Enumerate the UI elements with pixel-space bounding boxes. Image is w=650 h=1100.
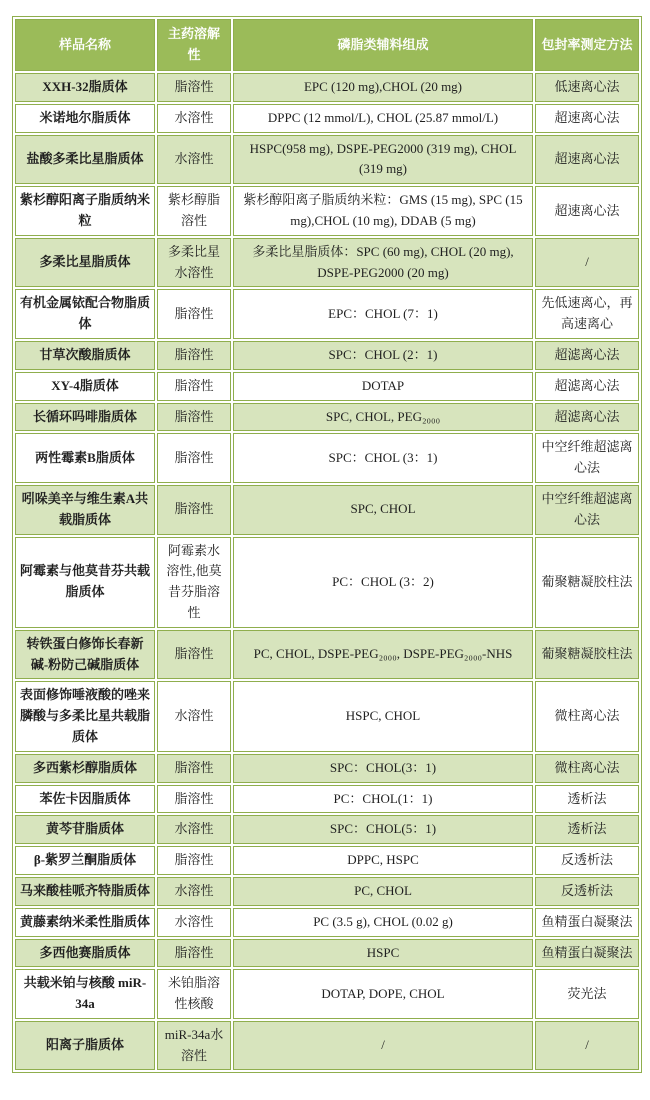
method-cell: 反透析法: [535, 846, 639, 875]
solubility-cell: 米铂脂溶性核酸: [157, 969, 231, 1019]
table-row: [15, 135, 639, 185]
table-row: [15, 681, 639, 751]
method-cell: 超速离心法: [535, 104, 639, 133]
composition-cell: SPC：CHOL (2：1): [233, 341, 533, 370]
composition-cell: SPC：CHOL(3：1): [233, 754, 533, 783]
table-row: [15, 908, 639, 937]
table-row: [15, 104, 639, 133]
composition-cell: PC, CHOL: [233, 877, 533, 906]
method-cell: 葡聚糖凝胶柱法: [535, 537, 639, 628]
sample-name-cell: β-紫罗兰酮脂质体: [15, 846, 155, 875]
sample-name-cell: 紫杉醇阳离子脂质纳米粒: [15, 186, 155, 236]
solubility-cell: 脂溶性: [157, 73, 231, 102]
composition-cell: SPC：CHOL (3：1): [233, 433, 533, 483]
sample-name-cell: 黄芩苷脂质体: [15, 815, 155, 844]
sample-name-cell: 吲哚美辛与维生素A共载脂质体: [15, 485, 155, 535]
solubility-cell: 脂溶性: [157, 289, 231, 339]
method-cell: /: [535, 238, 639, 288]
table-row: [15, 630, 639, 680]
table-row: [15, 372, 639, 401]
sample-name-cell: XXH-32脂质体: [15, 73, 155, 102]
sample-name-cell: 长循环吗啡脂质体: [15, 403, 155, 432]
method-cell: 中空纤维超滤离心法: [535, 485, 639, 535]
method-cell: 超速离心法: [535, 186, 639, 236]
sample-name-cell: 有机金属铱配合物脂质体: [15, 289, 155, 339]
sample-name-cell: 两性霉素B脂质体: [15, 433, 155, 483]
solubility-cell: 紫杉醇脂溶性: [157, 186, 231, 236]
solubility-cell: 阿霉素水溶性,他莫昔芬脂溶性: [157, 537, 231, 628]
composition-cell: EPC：CHOL (7：1): [233, 289, 533, 339]
composition-cell: HSPC(958 mg), DSPE-PEG2000 (319 mg), CHOL (319 mg): [233, 135, 533, 185]
table-row: [15, 939, 639, 968]
method-cell: 低速离心法: [535, 73, 639, 102]
method-cell: 透析法: [535, 815, 639, 844]
sample-name-cell: 黄藤素纳米柔性脂质体: [15, 908, 155, 937]
solubility-cell: 水溶性: [157, 815, 231, 844]
method-cell: /: [535, 1021, 639, 1071]
solubility-cell: 脂溶性: [157, 630, 231, 680]
solubility-cell: 脂溶性: [157, 846, 231, 875]
table-row: [15, 433, 639, 483]
sample-name-cell: 阳离子脂质体: [15, 1021, 155, 1071]
table-row: [15, 846, 639, 875]
composition-cell: DPPC, HSPC: [233, 846, 533, 875]
sample-name-cell: 多西紫杉醇脂质体: [15, 754, 155, 783]
solubility-cell: 脂溶性: [157, 485, 231, 535]
solubility-cell: miR-34a水溶性: [157, 1021, 231, 1071]
sample-name-cell: 甘草次酸脂质体: [15, 341, 155, 370]
col-header-composition: 磷脂类辅料组成: [233, 19, 533, 71]
method-cell: 先低速离心，再高速离心: [535, 289, 639, 339]
header-row: [15, 19, 639, 71]
method-cell: 鱼精蛋白凝聚法: [535, 939, 639, 968]
solubility-cell: 脂溶性: [157, 939, 231, 968]
solubility-cell: 多柔比星水溶性: [157, 238, 231, 288]
method-cell: 超速离心法: [535, 135, 639, 185]
composition-cell: EPC (120 mg),CHOL (20 mg): [233, 73, 533, 102]
solubility-cell: 脂溶性: [157, 403, 231, 432]
method-cell: 超滤离心法: [535, 372, 639, 401]
composition-cell: PC (3.5 g), CHOL (0.02 g): [233, 908, 533, 937]
col-header-solubility: 主药溶解性: [157, 19, 231, 71]
sample-name-cell: 阿霉素与他莫昔芬共载脂质体: [15, 537, 155, 628]
composition-cell: HSPC, CHOL: [233, 681, 533, 751]
col-header-sample-name: 样品名称: [15, 19, 155, 71]
composition-cell: HSPC: [233, 939, 533, 968]
composition-cell: PC：CHOL (3：2): [233, 537, 533, 628]
solubility-cell: 脂溶性: [157, 433, 231, 483]
table-row: [15, 877, 639, 906]
composition-cell: DPPC (12 mmol/L), CHOL (25.87 mmol/L): [233, 104, 533, 133]
table-row: [15, 754, 639, 783]
sample-name-cell: 盐酸多柔比星脂质体: [15, 135, 155, 185]
table-row: [15, 403, 639, 432]
table-row: [15, 815, 639, 844]
composition-cell: SPC, CHOL: [233, 485, 533, 535]
solubility-cell: 脂溶性: [157, 372, 231, 401]
sample-name-cell: 苯佐卡因脂质体: [15, 785, 155, 814]
method-cell: 中空纤维超滤离心法: [535, 433, 639, 483]
method-cell: 荧光法: [535, 969, 639, 1019]
method-cell: 葡聚糖凝胶柱法: [535, 630, 639, 680]
method-cell: 微柱离心法: [535, 754, 639, 783]
method-cell: 透析法: [535, 785, 639, 814]
sample-name-cell: 马来酸桂哌齐特脂质体: [15, 877, 155, 906]
composition-cell: 多柔比星脂质体：SPC (60 mg), CHOL (20 mg), DSPE-PEG2000 (20 mg): [233, 238, 533, 288]
composition-cell: DOTAP: [233, 372, 533, 401]
method-cell: 反透析法: [535, 877, 639, 906]
table-row: [15, 186, 639, 236]
composition-cell: 紫杉醇阳离子脂质纳米粒：GMS (15 mg), SPC (15 mg),CHOL (10 mg), DDAB (5 mg): [233, 186, 533, 236]
method-cell: 鱼精蛋白凝聚法: [535, 908, 639, 937]
composition-cell: SPC：CHOL(5：1): [233, 815, 533, 844]
composition-cell: PC, CHOL, DSPE-PEG₂₀₀₀, DSPE-PEG₂₀₀₀-NHS: [233, 630, 533, 680]
solubility-cell: 水溶性: [157, 877, 231, 906]
solubility-cell: 脂溶性: [157, 754, 231, 783]
liposome-table: [12, 16, 642, 1073]
solubility-cell: 水溶性: [157, 681, 231, 751]
sample-name-cell: 多柔比星脂质体: [15, 238, 155, 288]
sample-name-cell: 多西他赛脂质体: [15, 939, 155, 968]
method-cell: 超滤离心法: [535, 403, 639, 432]
solubility-cell: 水溶性: [157, 908, 231, 937]
table-row: [15, 238, 639, 288]
sample-name-cell: 共载米铂与核酸 miR-34a: [15, 969, 155, 1019]
composition-cell: /: [233, 1021, 533, 1071]
table-row: [15, 785, 639, 814]
method-cell: 超滤离心法: [535, 341, 639, 370]
table-row: [15, 969, 639, 1019]
sample-name-cell: 转铁蛋白修饰长春新碱-粉防己碱脂质体: [15, 630, 155, 680]
solubility-cell: 脂溶性: [157, 785, 231, 814]
sample-name-cell: XY-4脂质体: [15, 372, 155, 401]
solubility-cell: 脂溶性: [157, 341, 231, 370]
solubility-cell: 水溶性: [157, 104, 231, 133]
sample-name-cell: 表面修饰唾液酸的唑来膦酸与多柔比星共载脂质体: [15, 681, 155, 751]
table-row: [15, 73, 639, 102]
composition-cell: SPC, CHOL, PEG₂₀₀₀: [233, 403, 533, 432]
col-header-method: 包封率测定方法: [535, 19, 639, 71]
table-row: [15, 537, 639, 628]
table-row: [15, 485, 639, 535]
solubility-cell: 水溶性: [157, 135, 231, 185]
table-row: [15, 1021, 639, 1071]
composition-cell: PC：CHOL(1：1): [233, 785, 533, 814]
table-row: [15, 289, 639, 339]
composition-cell: DOTAP, DOPE, CHOL: [233, 969, 533, 1019]
sample-name-cell: 米诺地尔脂质体: [15, 104, 155, 133]
table-row: [15, 341, 639, 370]
method-cell: 微柱离心法: [535, 681, 639, 751]
